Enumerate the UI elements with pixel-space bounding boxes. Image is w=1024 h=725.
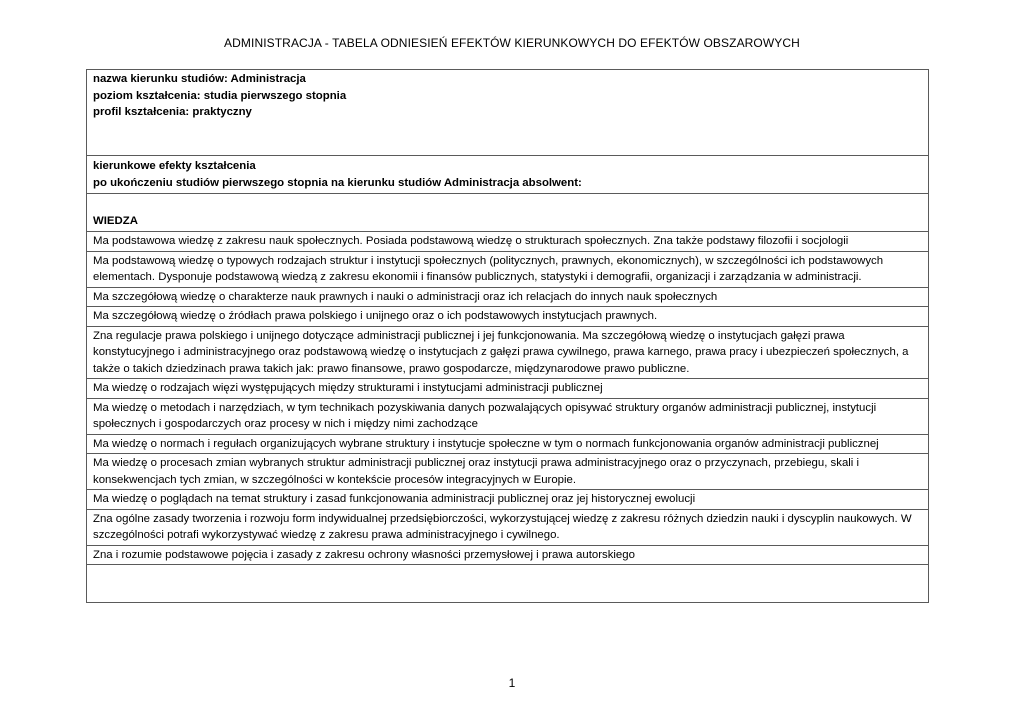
section-title: WIEDZA [87,194,929,232]
table-row [87,326,929,379]
section-header-row [87,194,929,232]
outcome-cell: Ma wiedzę o poglądach na temat struktury i zasad funkcjonowania administracji publicznej oraz jej historycznej ewolucji [87,490,929,510]
table-row [87,287,929,307]
table-row [87,307,929,327]
outcome-cell: Ma wiedzę o metodach i narzędziach, w tym technikach pozyskiwania danych pozwalających opisywać struktury organów administracji publicznej, instytucji społecznych i gospodarczych oraz procesy w nich i między nimi zachodzące [87,398,929,434]
effects-header-cell [87,156,929,194]
study-profile: profil kształcenia: praktyczny [93,106,252,118]
effects-header-line1: kierunkowe efekty kształcenia [93,160,256,172]
empty-row [87,565,929,603]
table-row [87,398,929,434]
outcome-cell: Ma wiedzę o normach i regułach organizujących wybrane struktury i instytucje społeczne w tym o normach funkcjonowania organów administracji publicznej [87,434,929,454]
outcome-cell: Ma szczegółową wiedzę o źródłach prawa polskiego i unijnego oraz o ich podstawowych instytucjach prawnych. [87,307,929,327]
learning-outcomes-table [86,69,929,603]
outcome-cell: Ma podstawową wiedzę o typowych rodzajach struktur i instytucji społecznych (politycznych, prawnych, ekonomicznych), w szczególności ich podstawowych elementach. Dysponuje podstawową wiedzą z zakresu ekonomii i finansów publicznych, statystyki i demografii, organizacji i zarządzania w administracji. [87,251,929,287]
document-title: ADMINISTRACJA - TABELA ODNIESIEŃ EFEKTÓW KIERUNKOWYCH DO EFEKTÓW OBSZAROWYCH [224,36,800,50]
outcome-cell: Ma szczegółową wiedzę o charakterze nauk prawnych i nauki o administracji oraz ich relacjach do innych nauk społecznych [87,287,929,307]
outcome-cell: Ma podstawowa wiedzę z zakresu nauk społecznych. Posiada podstawową wiedzę o strukturach społecznych. Zna także podstawy filozofii i socjologii [87,232,929,252]
program-info-row [87,70,929,156]
table-row [87,232,929,252]
outcome-cell: Zna i rozumie podstawowe pojęcia i zasady z zakresu ochrony własności przemysłowej i prawa autorskiego [87,545,929,565]
empty-cell [87,565,929,603]
outcome-cell: Ma wiedzę o procesach zmian wybranych struktur administracji publicznej oraz instytucji prawa administracyjnego oraz o przyczynach, przebiegu, skali i konsekwencjach tych zmian, w szczególności w kontekście procesów integracyjnych w Europie. [87,454,929,490]
page-number: 1 [508,676,516,690]
table-row [87,545,929,565]
table-row [87,251,929,287]
effects-header-row [87,156,929,194]
table-row [87,434,929,454]
table-row [87,490,929,510]
program-info-cell [87,70,929,156]
outcome-cell: Zna regulacje prawa polskiego i unijnego dotyczące administracji publicznej i jej funkcjonowania. Ma szczegółową wiedzę o instytucjach gałęzi prawa konstytucyjnego i administracyjnego oraz podstawową wiedzę o instytucjach z gałęzi prawa cywilnego, prawa karnego, prawa pracy i ubezpieczeń społecznych, a także o takich dziedzinach prawa takich jak: prawo finansowe, prawo gospodarcze, międzynarodowe prawo publiczne. [87,326,929,379]
table-row [87,454,929,490]
field-of-study: nazwa kierunku studiów: Administracja [93,73,306,85]
study-level: poziom kształcenia: studia pierwszego stopnia [93,89,347,102]
effects-header-line2: po ukończeniu studiów pierwszego stopnia na kierunku studiów Administracja absolwent: [93,176,582,189]
outcome-cell: Zna ogólne zasady tworzenia i rozwoju form indywidualnej przedsiębiorczości, wykorzystującej wiedzę z zakresu różnych dziedzin nauki i dyscyplin naukowych. W szczególności potrafi wykorzystywać wiedzę z zakresu prawa administracyjnego i cywilnego. [87,509,929,545]
table-row [87,379,929,399]
table-row [87,509,929,545]
outcome-cell: Ma wiedzę o rodzajach więzi występujących między strukturami i instytucjami administracji publicznej [87,379,929,399]
